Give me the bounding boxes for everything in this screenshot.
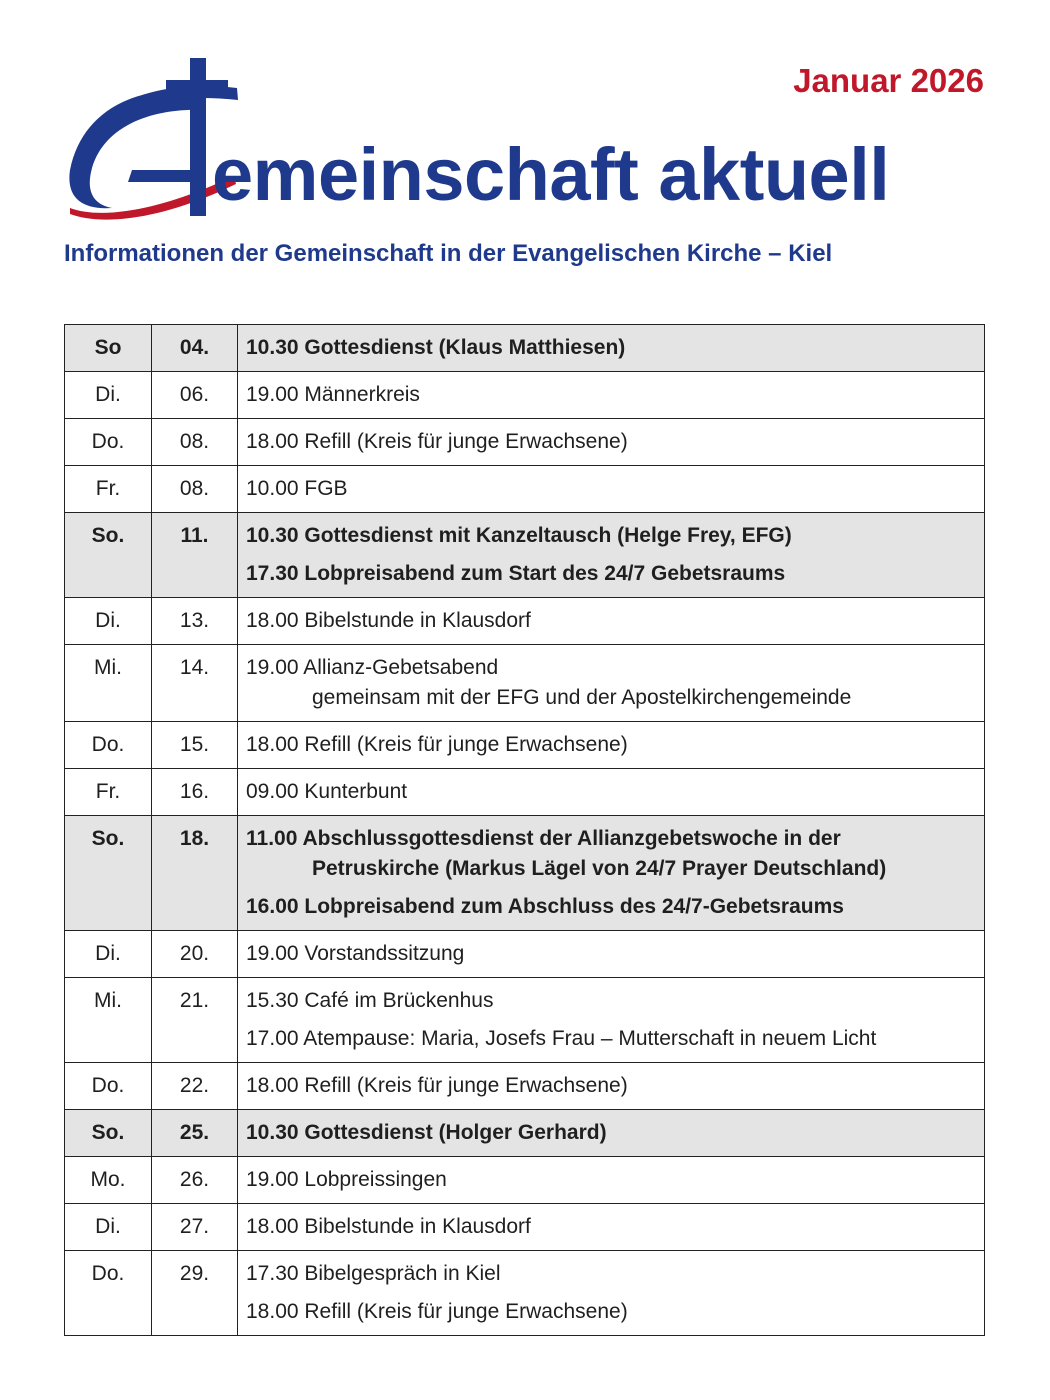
event-text: 16.00 Lobpreisabend zum Abschluss des 24/7-Gebetsraums: [246, 895, 844, 918]
date-cell: 13.: [152, 598, 238, 645]
events-cell: [238, 598, 985, 645]
day-cell: Do.: [65, 1251, 152, 1336]
schedule-row: [65, 816, 985, 931]
event-entry: [246, 1255, 984, 1293]
event-entry: [246, 1114, 984, 1152]
events-cell: [238, 419, 985, 466]
event-text: 19.00 Männerkreis: [246, 383, 420, 406]
schedule-row: [65, 1063, 985, 1110]
event-entry: [246, 1067, 984, 1105]
day-cell: Mo.: [65, 1157, 152, 1204]
events-cell: [238, 931, 985, 978]
date-cell: 08.: [152, 466, 238, 513]
day-cell: So: [65, 325, 152, 372]
event-text: 18.00 Bibelstunde in Klausdorf: [246, 609, 531, 632]
events-cell: [238, 645, 985, 722]
event-text: 19.00 Lobpreissingen: [246, 1168, 447, 1191]
event-entry: [246, 726, 984, 764]
events-cell: [238, 1110, 985, 1157]
event-text: 10.30 Gottesdienst mit Kanzeltausch (Helge Frey, EFG): [246, 524, 792, 547]
event-text: 11.00 Abschlussgottesdienst der Allianzgebetswoche in der: [246, 827, 841, 850]
schedule-row: [65, 645, 985, 722]
events-cell: [238, 513, 985, 598]
schedule-table: [64, 324, 985, 1336]
date-cell: 11.: [152, 513, 238, 598]
event-entry: [246, 888, 984, 926]
event-text: 17.00 Atempause: Maria, Josefs Frau – Mutterschaft in neuem Licht: [246, 1027, 877, 1050]
schedule-row: [65, 466, 985, 513]
date-cell: 06.: [152, 372, 238, 419]
date-cell: 20.: [152, 931, 238, 978]
date-cell: 15.: [152, 722, 238, 769]
event-text: 19.00 Vorstandssitzung: [246, 942, 465, 965]
event-entry: [246, 982, 984, 1020]
schedule-row: [65, 1110, 985, 1157]
newsletter-header: [0, 0, 1050, 300]
date-cell: 22.: [152, 1063, 238, 1110]
events-cell: [238, 1251, 985, 1336]
event-text: 18.00 Refill (Kreis für junge Erwachsene): [246, 733, 628, 756]
event-entry: [246, 555, 984, 593]
day-cell: Do.: [65, 722, 152, 769]
schedule-row: [65, 1251, 985, 1336]
date-cell: 08.: [152, 419, 238, 466]
events-cell: [238, 325, 985, 372]
day-cell: Di.: [65, 1204, 152, 1251]
date-cell: 26.: [152, 1157, 238, 1204]
events-cell: [238, 1157, 985, 1204]
event-entry: [246, 329, 984, 367]
event-text: 18.00 Refill (Kreis für junge Erwachsene): [246, 1074, 628, 1097]
schedule-row: [65, 1204, 985, 1251]
event-text: 15.30 Café im Brückenhus: [246, 989, 494, 1012]
events-cell: [238, 769, 985, 816]
day-cell: So.: [65, 1110, 152, 1157]
schedule-row: [65, 325, 985, 372]
event-text: 19.00 Allianz-Gebetsabend: [246, 656, 499, 679]
events-cell: [238, 372, 985, 419]
month-label: Januar 2026: [793, 62, 984, 99]
event-text: 10.30 Gottesdienst (Klaus Matthiesen): [246, 336, 626, 359]
date-cell: 04.: [152, 325, 238, 372]
date-cell: 16.: [152, 769, 238, 816]
event-continuation: Petruskirche (Markus Lägel von 24/7 Prayer Deutschland): [312, 857, 887, 880]
schedule-body: [65, 325, 985, 1336]
day-cell: Do.: [65, 419, 152, 466]
schedule-row: [65, 722, 985, 769]
schedule-row: [65, 769, 985, 816]
day-cell: So.: [65, 513, 152, 598]
event-text: 10.30 Gottesdienst (Holger Gerhard): [246, 1121, 607, 1144]
day-cell: So.: [65, 816, 152, 931]
event-entry: [246, 820, 984, 888]
day-cell: Mi.: [65, 645, 152, 722]
day-cell: Di.: [65, 598, 152, 645]
event-entry: [246, 376, 984, 414]
day-cell: Mi.: [65, 978, 152, 1063]
event-entry: [246, 1208, 984, 1246]
events-cell: [238, 978, 985, 1063]
event-text: 18.00 Refill (Kreis für junge Erwachsene): [246, 1300, 628, 1323]
events-cell: [238, 816, 985, 931]
date-cell: 21.: [152, 978, 238, 1063]
event-entry: [246, 470, 984, 508]
events-cell: [238, 1204, 985, 1251]
event-entry: [246, 1020, 984, 1058]
event-entry: [246, 517, 984, 555]
schedule-row: [65, 1157, 985, 1204]
event-entry: [246, 423, 984, 461]
day-cell: Fr.: [65, 466, 152, 513]
event-text: 18.00 Refill (Kreis für junge Erwachsene): [246, 430, 628, 453]
event-entry: [246, 935, 984, 973]
newsletter-subtitle: Informationen der Gemeinschaft in der Evangelischen Kirche – Kiel: [64, 240, 833, 267]
event-continuation: gemeinsam mit der EFG und der Apostelkirchengemeinde: [312, 686, 852, 709]
date-cell: 18.: [152, 816, 238, 931]
date-cell: 25.: [152, 1110, 238, 1157]
day-cell: Di.: [65, 372, 152, 419]
schedule-row: [65, 978, 985, 1063]
date-cell: 29.: [152, 1251, 238, 1336]
events-cell: [238, 722, 985, 769]
event-text: 18.00 Bibelstunde in Klausdorf: [246, 1215, 531, 1238]
date-cell: 27.: [152, 1204, 238, 1251]
event-text: 10.00 FGB: [246, 477, 348, 500]
schedule-row: [65, 513, 985, 598]
event-entry: [246, 773, 984, 811]
day-cell: Di.: [65, 931, 152, 978]
schedule-row: [65, 598, 985, 645]
schedule-row: [65, 419, 985, 466]
schedule-row: [65, 372, 985, 419]
day-cell: Fr.: [65, 769, 152, 816]
schedule-row: [65, 931, 985, 978]
event-entry: [246, 602, 984, 640]
event-text: 17.30 Bibelgespräch in Kiel: [246, 1262, 501, 1285]
events-cell: [238, 466, 985, 513]
event-text: 09.00 Kunterbunt: [246, 780, 408, 803]
day-cell: Do.: [65, 1063, 152, 1110]
event-entry: [246, 1161, 984, 1199]
event-entry: [246, 1293, 984, 1331]
date-cell: 14.: [152, 645, 238, 722]
event-text: 17.30 Lobpreisabend zum Start des 24/7 Gebetsraums: [246, 562, 786, 585]
events-cell: [238, 1063, 985, 1110]
event-entry: [246, 649, 984, 717]
newsletter-title: emeinschaft aktuell: [212, 133, 890, 216]
